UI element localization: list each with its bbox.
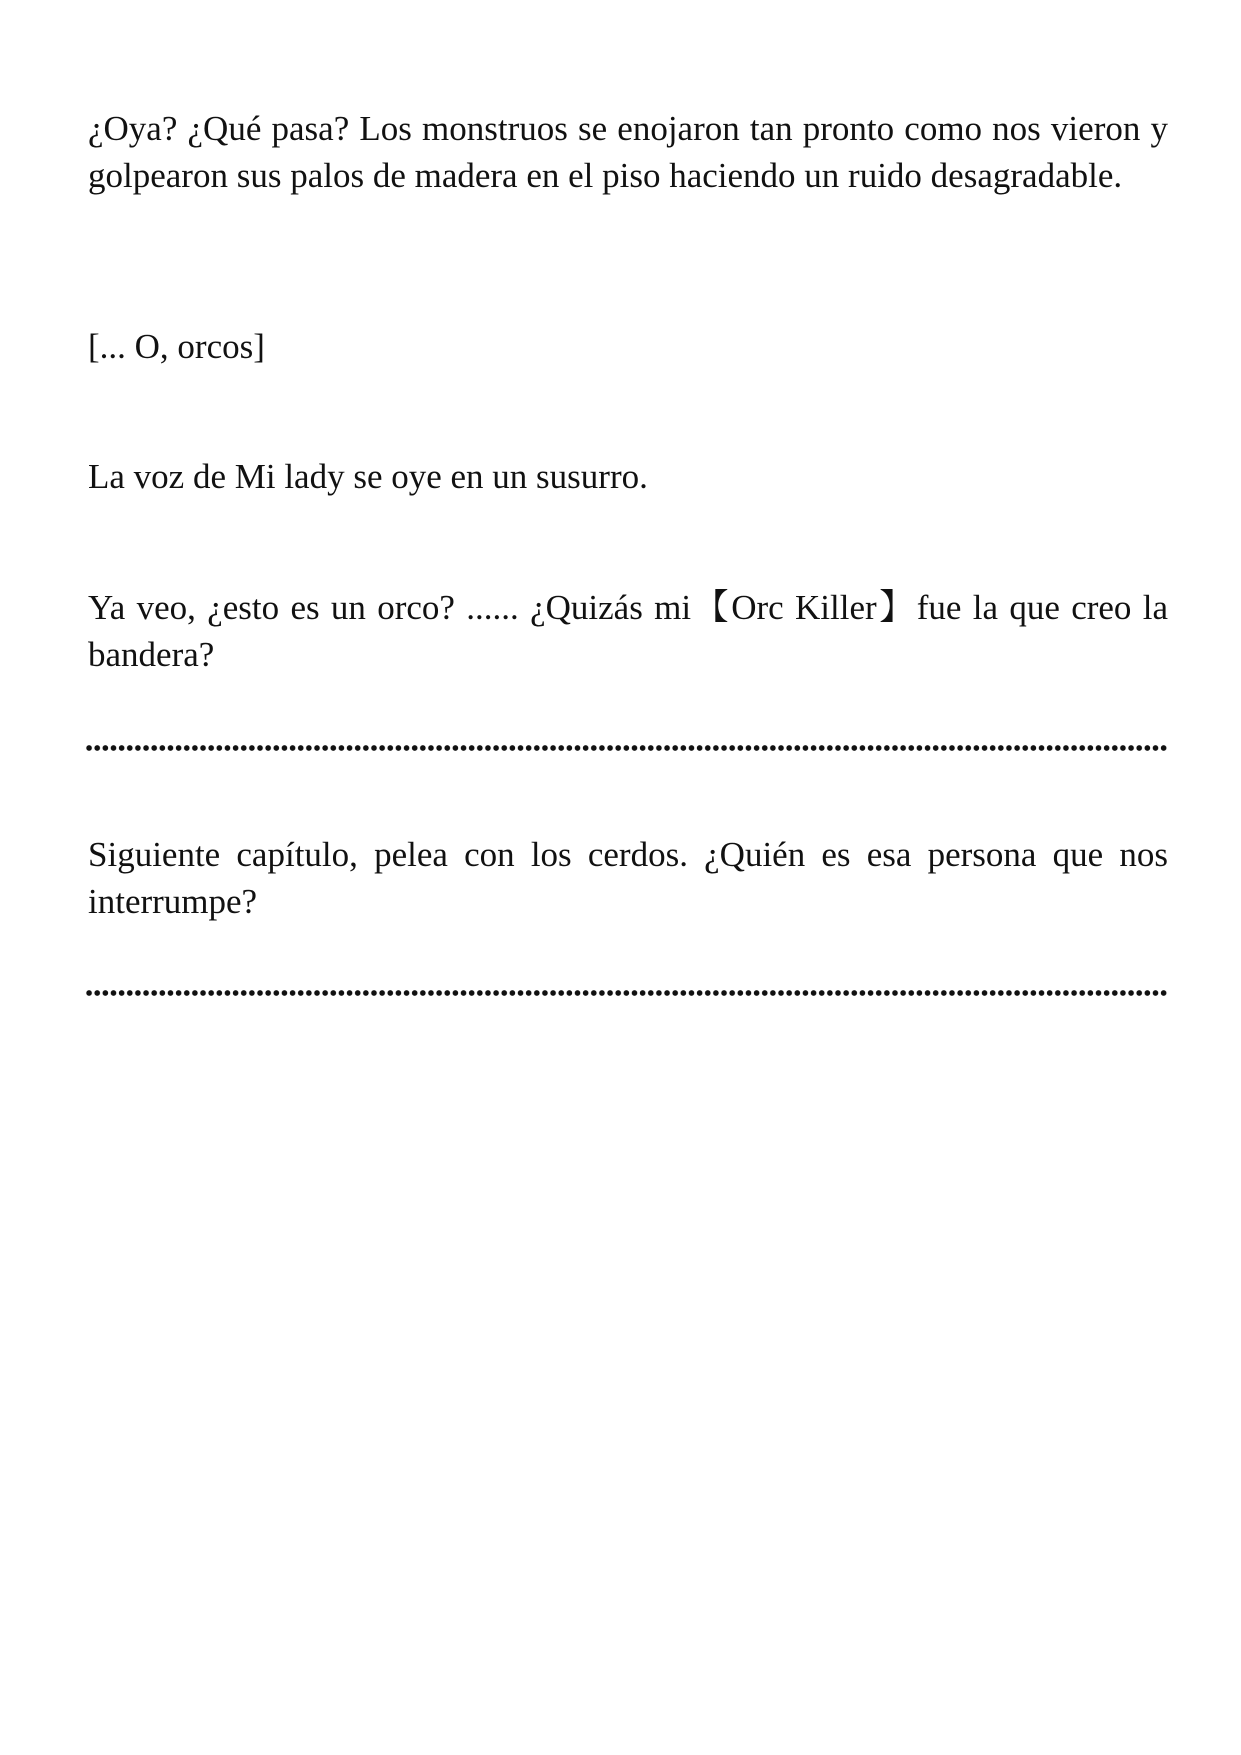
paragraph-monsters-angry: ¿Oya? ¿Qué pasa? Los monstruos se enojaron tan pronto como nos vieron y golpearon sus palos de madera en el piso haciendo un ruido desagradable. [88,109,1168,195]
dotted-divider-top [85,745,1168,751]
paragraph-lady-whisper: La voz de Mi lady se oye en un susurro. [88,457,648,496]
paragraph-orc-killer: Ya veo, ¿esto es un orco? ...... ¿Quizás mi【Orc Killer】fue la que creo la bandera? [88,588,1168,674]
paragraph-orcs-dialogue: [... O, orcos] [88,327,265,366]
paragraph-next-chapter: Siguiente capítulo, pelea con los cerdos. ¿Quién es esa persona que nos interrumpe? [88,835,1168,921]
dotted-divider-bottom [85,990,1168,996]
